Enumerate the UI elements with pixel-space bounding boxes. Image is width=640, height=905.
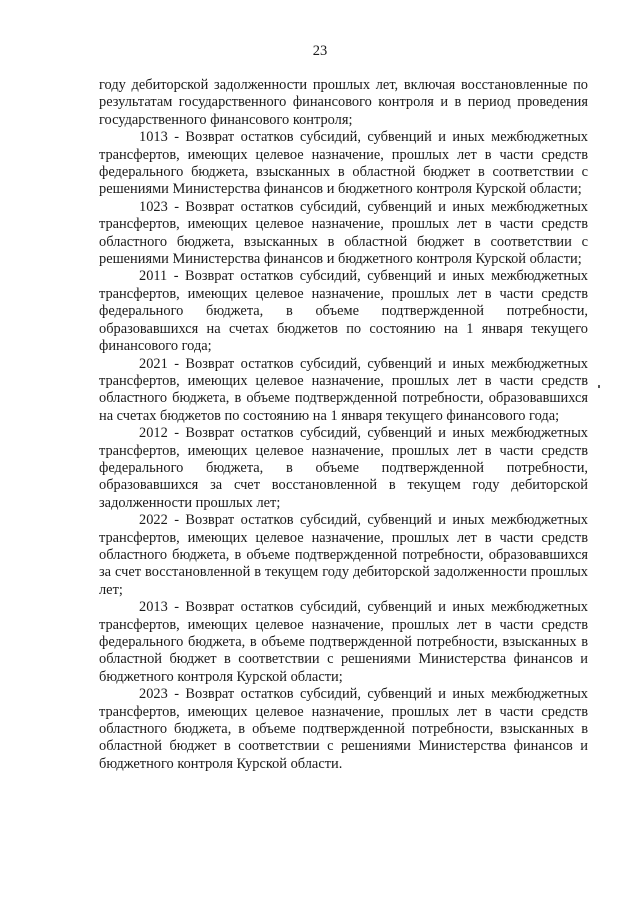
- paragraph-code-2023: 2023 - Возврат остатков субсидий, субвенций и иных межбюджетных трансфертов, имеющих целевое назначение, прошлых лет в части средств областного бюджета, в объеме подтвержденной потребности, взысканных в областной бюджет в соответствии с решениями Министерства финансов и бюджетного контроля Курской области.: [99, 686, 588, 772]
- page-number: 23: [312, 43, 328, 59]
- document-body: [99, 77, 588, 773]
- paragraph-code-1023: 1023 - Возврат остатков субсидий, субвенций и иных межбюджетных трансфертов, имеющих целевое назначение, прошлых лет в части средств областного бюджета, взысканных в областной бюджет в соответствии с решениями Министерства финансов и бюджетного контроля Курской области;: [99, 198, 588, 268]
- paragraph-code-2011: 2011 - Возврат остатков субсидий, субвенций и иных межбюджетных трансфертов, имеющих целевое назначение, прошлых лет в части средств федерального бюджета, в объеме подтвержденной потребности, образовавшихся на счетах бюджетов по состоянию на 1 января текущего финансового года;: [99, 268, 588, 355]
- paragraph-code-1013: 1013 - Возврат остатков субсидий, субвенций и иных межбюджетных трансфертов, имеющих целевое назначение, прошлых лет в части средств федерального бюджета, взысканных в областной бюджет в соответствии с решениями Министерства финансов и бюджетного контроля Курской области;: [99, 129, 588, 198]
- paragraph-code-2021: 2021 - Возврат остатков субсидий, субвенций и иных межбюджетных трансфертов, имеющих целевое назначение, прошлых лет в части средств областного бюджета, в объеме подтвержденной потребности, образовавшихся на счетах бюджетов по состоянию на 1 января текущего финансового года;: [99, 355, 588, 424]
- paragraph-code-2013: 2013 - Возврат остатков субсидий, субвенций и иных межбюджетных трансфертов, имеющих целевое назначение, прошлых лет в части средств федерального бюджета, в объеме подтвержденной потребности, взысканных в областной бюджет в соответствии с решениями Министерства финансов и бюджетного контроля Курской области;: [99, 599, 588, 685]
- paragraph-code-2022: 2022 - Возврат остатков субсидий, субвенций и иных межбюджетных трансфертов, имеющих целевое назначение, прошлых лет в части средств областного бюджета, в объеме подтвержденной потребности, образовавшихся за счет восстановленной в текущем году дебиторской задолженности прошлых лет;: [99, 512, 588, 598]
- paragraph-continuation: году дебиторской задолженности прошлых лет, включая восстановленные по результатам государственного финансового контроля и в период проведения государственного финансового контроля;: [99, 77, 588, 128]
- scan-speck: [598, 385, 600, 388]
- paragraph-code-2012: 2012 - Возврат остатков субсидий, субвенций и иных межбюджетных трансфертов, имеющих целевое назначение, прошлых лет в части средств федерального бюджета, в объеме подтвержденной потребности, образовавшихся за счет восстановленной в текущем году дебиторской задолженности прошлых лет;: [99, 425, 588, 511]
